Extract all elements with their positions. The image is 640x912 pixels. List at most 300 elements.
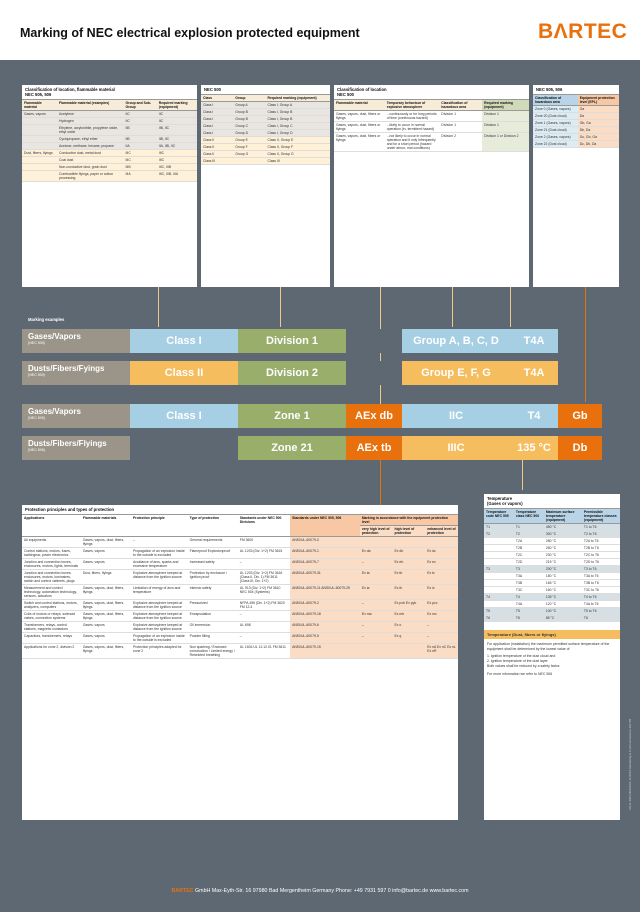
table-cell: Explosive atmosphere keeped at distance from the ignition source (131, 600, 188, 611)
group-cell: IIC (402, 404, 510, 428)
table-cell: Class I, Group B (266, 116, 331, 123)
page-title: Marking of NEC electrical explosion protected equipment (20, 26, 360, 40)
table-cell: ANSI/UL-60079-6 (290, 622, 360, 633)
table-cell: Ex pzc (425, 600, 458, 611)
zone-cell: Zone 21 (238, 436, 346, 460)
table-cell: Zone 1 (Gases, vapors) (533, 120, 578, 127)
table-cell: UL 1203 (Div. 1+2) FM 3615 (238, 548, 290, 559)
table-heading: NEC 505, 506 (536, 87, 563, 92)
column-header: Applications (22, 515, 81, 537)
table-cell: Class II, Group E (266, 137, 331, 144)
table-cell: IIIC, IIIB (157, 164, 197, 171)
protection-type-cell: AEx tb (346, 436, 402, 460)
table-cell: Group F (233, 144, 265, 151)
table-cell: Zone 20 (Dust cloud) (533, 113, 578, 120)
table-cell (22, 125, 57, 136)
table-row (201, 137, 330, 144)
table-heading: NEC 500 (204, 87, 221, 92)
footer-brand: BARTEC (171, 888, 194, 894)
table-cell: T1 (514, 524, 544, 531)
table-cell: Gases, vapors, dust, fibers, flyings (81, 600, 131, 611)
classification-flammable-material-table (22, 85, 197, 287)
table-cell: T6 (484, 615, 514, 622)
class-cell (130, 436, 238, 460)
epl-cell: Gb (558, 404, 602, 428)
table-cell: Ex mb (393, 611, 426, 622)
table-cell: Non sparking / Enclosed construction / Limited energy / Restricted breathing (188, 644, 238, 659)
table-cell: T1 (484, 524, 514, 531)
table-cell (22, 143, 57, 150)
table-cell: Class II (201, 144, 233, 151)
row-sub: (NEC 500) (28, 373, 45, 377)
table-cell: Explosive atmosphere keeped at distance from the ignition source (131, 570, 188, 585)
table-cell: IIB, IIC (157, 125, 197, 136)
table-cell: Ex eb (393, 559, 426, 570)
table-row (484, 545, 620, 552)
table-cell: IIIC (157, 150, 197, 157)
table-cell: IIIC, IIIB, IIIA (157, 171, 197, 182)
temperature-cell: T4A (510, 329, 558, 353)
column-header: Standards under NEC 505, 506 (290, 515, 360, 537)
table-cell: Group C (233, 123, 265, 130)
table-cell (425, 537, 458, 548)
table-cell: Class I (201, 123, 233, 130)
table-row (22, 611, 458, 622)
table-cell: T3B to T6 (582, 580, 620, 587)
table-cell: T3C to T6 (582, 587, 620, 594)
table-cell: Encapsulation (188, 611, 238, 622)
table-cell: 215 °C (544, 559, 582, 566)
table-cell: Ex q (393, 633, 426, 644)
table-cell: Gases, vapors (81, 622, 131, 633)
table-cell: Class III (201, 158, 233, 165)
table-cell: Zone 2 (Gases, vapors) (533, 134, 578, 141)
column-header: high level of protection (393, 526, 426, 537)
table-row (484, 524, 620, 531)
table-row (22, 164, 197, 171)
table-row (484, 552, 620, 559)
table-cell: Powder filling (188, 633, 238, 644)
column-header: Flammable material (22, 100, 57, 111)
table-row (484, 538, 620, 545)
table-cell: Gases, vapors (81, 633, 131, 644)
table-heading: Protection principles and types of protection (25, 507, 115, 512)
table-cell: T5 (514, 608, 544, 615)
table-cell: 180 °C (544, 573, 582, 580)
table-cell: Transformers, relays, control stations, magnetic contactors (22, 622, 81, 633)
connector-line (158, 287, 159, 327)
table-row (22, 559, 458, 570)
column-header: Temporary behaviour of explosive atmosphere (385, 100, 440, 111)
table-row (22, 600, 458, 611)
table-cell: ANSI/UL-60079-2 (290, 600, 360, 611)
table-cell: Ex nA Ex nC Ex nL Ex nR (425, 644, 458, 659)
table-row (533, 106, 619, 113)
table-row (484, 580, 620, 587)
table-cell: Propagation of an explosion inside to the outside is excluded (131, 548, 188, 559)
group-cell: IIIC (402, 436, 510, 460)
table-row (22, 143, 197, 150)
table-cell: Dust, fibers, flyings (81, 570, 131, 585)
table-row (201, 123, 330, 130)
class-cell: Class I (130, 329, 238, 353)
table-cell: IIB (124, 125, 157, 136)
dust-item: 2. ignition temperature of the dust layer (487, 659, 548, 663)
table-cell: – (425, 633, 458, 644)
table-cell: Zone 0 (Gases, vapors) (533, 106, 578, 113)
table-cell: Ex dc (425, 548, 458, 559)
class-cell: Class I (130, 404, 238, 428)
table-row (201, 116, 330, 123)
table-cell: T6 (582, 615, 620, 622)
table-cell: T2C (514, 552, 544, 559)
table-cell: Class I (201, 102, 233, 109)
table-cell: Group B (233, 109, 265, 116)
table-cell: Acetone, methane, hexane, propane (57, 143, 124, 150)
table-cell: Ex da (360, 548, 393, 559)
table-cell: NFPA 496 (Div. 1+2) FM 3620 FM 12.4 (238, 600, 290, 611)
table-row (484, 608, 620, 615)
table-cell: Gases, vapors, dust, fibers or flyings (334, 133, 385, 152)
table-cell: IIIC (124, 150, 157, 157)
table-cell: Acetylene (57, 111, 124, 118)
table-cell: ...continuously or for long periods of time (continuous hazard) (385, 111, 440, 122)
table-cell (484, 601, 514, 608)
temperature-table (484, 494, 620, 820)
table-cell: T3C (514, 587, 544, 594)
table-cell: – (360, 633, 393, 644)
table-cell: Ex db (393, 548, 426, 559)
table-subheading: NEC 500 (337, 92, 354, 97)
column-header: Temperature class NEC 500 (514, 509, 544, 524)
table-cell (484, 559, 514, 566)
table-cell: IIC (157, 111, 197, 118)
table-row (22, 622, 458, 633)
table-cell: T2 (484, 531, 514, 538)
table-cell: 85 °C (544, 615, 582, 622)
table-cell: ...not likely to occur in normal operation and if only infrequently and for a short period (hazard under abnor- mal conditions) (385, 133, 440, 152)
table-row (484, 573, 620, 580)
table-cell: Gases, vapors, dust, fibers or flyings (334, 111, 385, 122)
column-header: Group and Sub-Group (124, 100, 157, 111)
table-cell (360, 537, 393, 548)
table-cell: Group A (233, 102, 265, 109)
table-cell: ANSI/UL-60079-1 (290, 548, 360, 559)
table-cell: IIC (124, 111, 157, 118)
table-cell: Pressurized (188, 600, 238, 611)
table-row (201, 102, 330, 109)
table-cell: 300 °C (544, 531, 582, 538)
table-cell: Class II (201, 151, 233, 158)
table-cell: T4 to T6 (582, 594, 620, 601)
column-header: Maximum surface temperature (equipment) (544, 509, 582, 524)
table-cell: ANSI/UL-60079-0 (290, 537, 360, 548)
table-cell: T5 (484, 608, 514, 615)
table-cell: Ex ia (360, 585, 393, 600)
temperature-cell: T4A (510, 361, 558, 385)
division-cell: Division 2 (238, 361, 346, 385)
table-cell: Ex ma (360, 611, 393, 622)
column-header: enhanced level of protection (425, 526, 458, 537)
table-cell: – (131, 537, 188, 548)
table-cell: UL 913 (Div. 1+2) FM 3610 NEC 504 (Systems) (238, 585, 290, 600)
table-cell: Gases, vapors, dust, fibers, flyings (81, 644, 131, 659)
footer (0, 888, 640, 894)
dust-more: For more information we refer to NEC 506 (487, 672, 553, 676)
table-cell: ANSI/UL-60079-31 (290, 570, 360, 585)
table-cell: 135 °C (544, 594, 582, 601)
empty-cell (346, 329, 402, 353)
table-cell: Ex tc (425, 570, 458, 585)
table-cell (393, 644, 426, 659)
marking-row-dusts-nec506 (22, 436, 602, 460)
dust-temperature-heading: Temperature (Dust, fibers or flyings) (484, 630, 620, 639)
table-cell: T3 to T6 (582, 566, 620, 573)
table-cell: T3A (514, 573, 544, 580)
table-cell: FM 3600 (238, 537, 290, 548)
marking-group-header: Marking in accordance with the equipment protection level (360, 515, 458, 526)
column-header: Class (201, 95, 233, 102)
table-cell: T4 (484, 594, 514, 601)
column-header: Flammable material (334, 100, 385, 111)
table-row (22, 118, 197, 125)
table-row (22, 548, 458, 559)
table-cell: T3 (484, 566, 514, 573)
table-cell: T2A (514, 538, 544, 545)
table-cell: Gases, vapors (81, 548, 131, 559)
table-cell: T2B (514, 545, 544, 552)
temperature-cell: 135 °C (510, 436, 558, 460)
connector-line (510, 287, 511, 327)
table-cell: Gb, Ga (578, 120, 619, 127)
table-cell: Gases, vapors, dust, fibers or flyings (334, 122, 385, 133)
table-row (484, 566, 620, 573)
table-cell: IIIA (124, 171, 157, 182)
table-cell: Gc, Gb, Ga (578, 134, 619, 141)
table-cell: T4A to T6 (582, 601, 620, 608)
table-cell: ANSI/UL-60079-15 (290, 644, 360, 659)
temperature-cell: T4 (510, 404, 558, 428)
table-cell: Gases, vapors, dust, fibers, flyings (81, 611, 131, 622)
column-header: Type of protection (188, 515, 238, 537)
table-row (484, 594, 620, 601)
table-cell: Class II, Group F (266, 144, 331, 151)
table-cell: Ex pxb Ex pyb (393, 600, 426, 611)
column-header: Required marking (equipment) (482, 100, 529, 111)
table-row (484, 587, 620, 594)
group-cell: Group A, B, C, D (402, 329, 510, 353)
column-header: Protection principle (131, 515, 188, 537)
classification-of-location-division-table (334, 85, 529, 287)
table-cell (22, 157, 57, 164)
table-row (533, 141, 619, 148)
table-heading: Classification of location (337, 87, 387, 92)
column-header: Classification of hazardous area (439, 100, 482, 111)
table-row (201, 109, 330, 116)
row-title: Dusts/Fibers/Fyings (28, 364, 105, 373)
dust-item: 1. ignition temperature of the dust cloud and (487, 654, 556, 658)
connector-line (380, 460, 381, 505)
epl-cell: Db (558, 436, 602, 460)
marking-row-dusts-nec500 (22, 361, 602, 385)
table-row (22, 136, 197, 143)
table-cell: Gases, vapors (81, 559, 131, 570)
table-cell: ANSI/UL-60079-7 (290, 559, 360, 570)
table-cell: T2D (514, 559, 544, 566)
nec500-class-group-table (201, 85, 330, 287)
table-cell: T5 to T6 (582, 608, 620, 615)
table-cell: UL 1203 (Div. 1+2) FM 3616 (Class II, Div. 1) FM 3611 (Class III, Div. 1+2) (238, 570, 290, 585)
row-title: Gases/Vapors (28, 332, 81, 341)
table-cell: IIIC (124, 157, 157, 164)
table-cell: T2A to T6 (582, 538, 620, 545)
table-cell: Group E (233, 137, 265, 144)
row-sub: (NEC 505) (28, 416, 45, 420)
table-cell: 100 °C (544, 608, 582, 615)
table-cell: Ex mc (425, 611, 458, 622)
table-row (484, 531, 620, 538)
column-header: Required marking (equipment) (157, 100, 197, 111)
table-cell (22, 118, 57, 125)
table-cell: Combustible flyings, paper or cotton processing (57, 171, 124, 182)
table-cell: Capacitors, transformers, relays (22, 633, 81, 644)
table-cell: IIC (124, 118, 157, 125)
table-cell: Coils of motors or relays, solenoid valves, connection systems (22, 611, 81, 622)
table-cell: Class I, Group A (266, 102, 331, 109)
table-cell: Coal dust (57, 157, 124, 164)
table-cell: T2 to T6 (582, 531, 620, 538)
table-cell: – (238, 611, 290, 622)
table-cell: Protection principles adapted for zone 2 (131, 644, 188, 659)
table-cell: 160 °C (544, 587, 582, 594)
table-cell: – (360, 622, 393, 633)
table-cell: 230 °C (544, 552, 582, 559)
division-cell: Division 1 (238, 329, 346, 353)
table-cell: Dust, fibers, flyings (22, 150, 57, 157)
table-row (334, 111, 529, 122)
table-cell: Junction and connection boxes, enclosures, motors, lights, terminals (22, 559, 81, 570)
table-cell: Increased safety (188, 559, 238, 570)
table-row (484, 559, 620, 566)
table-cell: Zone 22 (Dust cloud) (533, 141, 578, 148)
document-code: UK-D-4603-00024/01-11/2016-Marketing & Communications-422765 (628, 718, 632, 810)
table-cell: Ex ta (360, 570, 393, 585)
table-row (533, 113, 619, 120)
table-heading: Temperature (487, 496, 513, 501)
table-cell: Avoidance of arcs, sparks and excessive temperature (131, 559, 188, 570)
table-row (22, 171, 197, 182)
column-header: Flammable materials (81, 515, 131, 537)
dust-item: Both values shall be reduced by a safety factor. (487, 664, 561, 668)
table-cell: 120 °C (544, 601, 582, 608)
column-header: Classification of hazardous area (533, 95, 578, 106)
table-cell: – (425, 622, 458, 633)
table-cell (484, 538, 514, 545)
table-cell: Group G (233, 151, 265, 158)
table-cell: Class II, Group G (266, 151, 331, 158)
table-cell: T3A to T6 (582, 573, 620, 580)
table-cell: ANSI/UL-60079-11 ANSI/UL-60079-25 (290, 585, 360, 600)
table-cell: T3 (514, 566, 544, 573)
marking-row-gases-nec505 (22, 404, 602, 428)
table-cell (233, 158, 265, 165)
table-cell: Class II (201, 137, 233, 144)
table-cell: Class I, Group B (266, 109, 331, 116)
table-cell: Class I (201, 130, 233, 137)
table-cell: IIB, IIC (157, 136, 197, 143)
table-cell: Explosive atmosphere keeped at distance from the ignition source (131, 622, 188, 633)
table-cell (22, 171, 57, 182)
table-cell: Ethylene, acrylonitrile, propylene oxide, ethyl oxide (57, 125, 124, 136)
table-cell: Ex tb (393, 570, 426, 585)
table-cell: Measurement and control technology, automation technology, sensors, actuators (22, 585, 81, 600)
table-cell: Division 1 (439, 111, 482, 122)
row-title: Gases/Vapors (28, 407, 81, 416)
table-row (201, 151, 330, 158)
zone-epl-table (533, 85, 619, 287)
table-cell: Intrinsic safety (188, 585, 238, 600)
table-heading: Classification of location, flammable material (25, 87, 115, 92)
table-cell: General requirements (188, 537, 238, 548)
table-cell: – (360, 559, 393, 570)
table-cell: UL 1604 UL 12.12.01 FM 3611 (238, 644, 290, 659)
connector-line (280, 287, 281, 327)
table-cell: Ex ec (425, 559, 458, 570)
table-subheading: (Gases or vapors) (487, 501, 523, 506)
row-sub: (NEC 506) (28, 448, 45, 452)
table-row (201, 130, 330, 137)
table-cell: UL 698 (238, 622, 290, 633)
table-cell: 165 °C (544, 580, 582, 587)
table-cell: Protection by enclosure / Ignition proof (188, 570, 238, 585)
column-header: Permissible temperature classes (equipment) (582, 509, 620, 524)
connector-line (452, 287, 453, 327)
table-cell: Db, Da (578, 127, 619, 134)
table-cell: Class I, Group C (266, 123, 331, 130)
table-row (201, 158, 330, 165)
table-cell: 280 °C (544, 538, 582, 545)
table-cell: 450 °C (544, 524, 582, 531)
table-cell: Class III (266, 158, 331, 165)
table-cell: Ga (578, 106, 619, 113)
table-cell: ...likely to occur in normal operation (in- termittent hazard) (385, 122, 440, 133)
row-sub: (NEC 500) (28, 341, 45, 345)
table-cell: – (360, 600, 393, 611)
column-header: very high level of protection (360, 526, 393, 537)
table-cell: 200 °C (544, 566, 582, 573)
table-row (334, 122, 529, 133)
table-cell: T2C to T6 (582, 552, 620, 559)
connector-line (522, 460, 523, 490)
row-title: Dusts/Fibers/Flyings (28, 439, 107, 448)
column-header: Standards under NEC 500 Divisions (238, 515, 290, 537)
table-cell: Non-conductive dust, grain dust (57, 164, 124, 171)
table-cell: Group D (233, 130, 265, 137)
table-cell: IIIB (124, 164, 157, 171)
table-cell: T6 (514, 615, 544, 622)
table-row (22, 570, 458, 585)
table-cell (360, 644, 393, 659)
table-cell: Gases, vapors (22, 111, 57, 118)
table-cell: Division 1 (439, 122, 482, 133)
table-cell (484, 545, 514, 552)
table-cell: Group B (233, 116, 265, 123)
table-cell: Ex ic (425, 585, 458, 600)
empty-cell (346, 361, 402, 385)
table-cell: T2 (514, 531, 544, 538)
bartec-logo: BΛRTEC (538, 20, 628, 43)
table-cell: Division 1 or Division 2 (482, 133, 529, 152)
